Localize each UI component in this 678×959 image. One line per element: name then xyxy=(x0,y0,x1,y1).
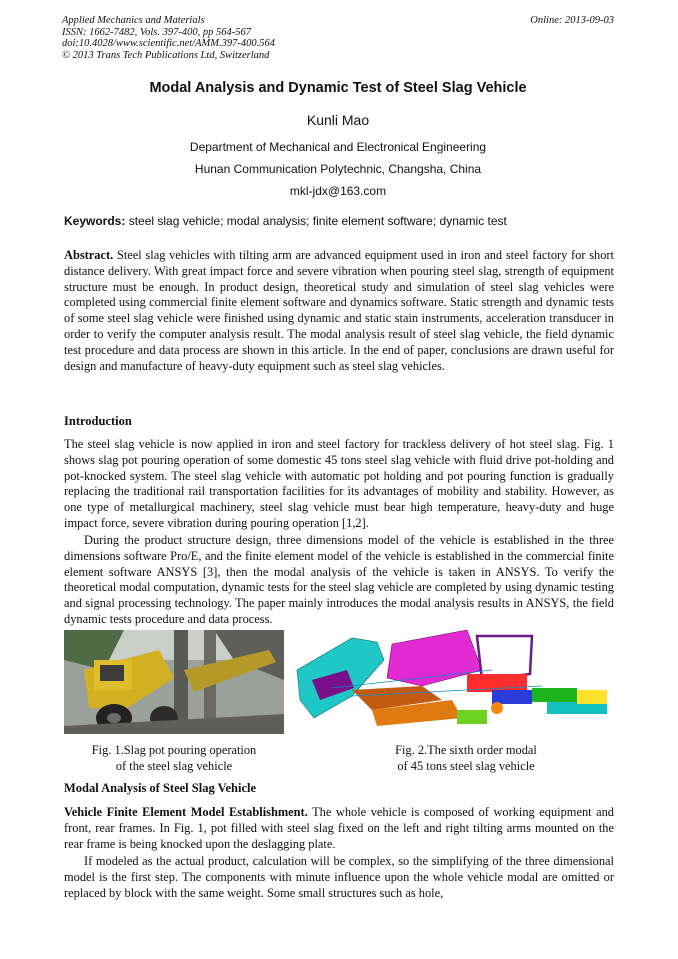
figure-1-caption-line-1: Fig. 1.Slag pot pouring operation xyxy=(91,743,257,757)
figure-1-photo xyxy=(64,630,284,734)
introduction-heading: Introduction xyxy=(64,414,132,428)
figure-2-caption xyxy=(316,743,616,775)
keywords-label: Keywords: xyxy=(64,214,126,228)
modal-paragraph-1 xyxy=(64,805,614,852)
intro-paragraph-2: During the product structure design, three dimensions model of the vehicle is established in the three dimensions software Pro/E, and the finite element model of the vehicle is established in the commercial finite element software ANSYS [3], then the modal analysis of the vehicle is taken in ANSYS. To verify the theoretical modal computation, dynamic tests for the steel slag vehicle are completed by using dynamic testing and signal processing technology. The paper mainly introduces the modal analysis results in ANSYS, the field dynamic tests procedure and data process. xyxy=(64,533,614,626)
journal-name: Applied Mechanics and Materials xyxy=(62,15,205,26)
online-date: Online: 2013-09-03 xyxy=(530,15,614,26)
modal-analysis-heading: Modal Analysis of Steel Slag Vehicle xyxy=(64,781,257,795)
slag-vehicle-photo-illustration xyxy=(64,630,284,734)
keywords xyxy=(64,214,616,228)
figure-1-caption-line-2: of the steel slag vehicle xyxy=(115,758,233,773)
copyright-line: © 2013 Trans Tech Publications Ltd, Switzerland xyxy=(62,49,270,61)
fem-modal-illustration xyxy=(292,630,614,734)
paper-title: Modal Analysis and Dynamic Test of Steel Slag Vehicle xyxy=(149,80,527,96)
issn-line: ISSN: 1662-7482, Vols. 397-400, pp 564-567 xyxy=(62,26,251,38)
figure-1-caption xyxy=(64,743,284,775)
affiliation-school: Hunan Communication Polytechnic, Changsha, China xyxy=(194,162,482,176)
modal-lead: Vehicle Finite Element Model Establishment. xyxy=(64,805,308,819)
figure-2-caption-line-1: Fig. 2.The sixth order modal xyxy=(395,743,537,757)
figure-2-fem-model xyxy=(292,630,614,734)
doi-line: doi:10.4028/www.scientific.net/AMM.397-400.564 xyxy=(62,38,275,49)
keywords-text: steel slag vehicle; modal analysis; finite element software; dynamic test xyxy=(128,214,507,228)
modal-paragraph-1-text: The whole vehicle is composed of working equipment and front, rear frames. In Fig. 1, pot filled with steel slag fixed on the left and right tilting arms mounted on the rear frame is being knocked upon the deslagging plate. xyxy=(64,805,614,851)
modal-paragraph-2: If modeled as the actual product, calculation will be complex, so the simplifying of the three dimensional model is the first step. The components with minute influence upon the whole vehicle modal are omitted or replaced by block with the same weight. Some small structures such as hole, xyxy=(64,854,614,900)
abstract-label: Abstract. xyxy=(64,248,114,262)
author-email: mkl-jdx@163.com xyxy=(289,184,387,198)
journal-header xyxy=(62,15,614,61)
abstract-text: Steel slag vehicles with tilting arm are advanced equipment used in iron and steel factory for short distance delivery. With great impact force and severe vibration when pouring steel slag, strength of equipment structure must be enough. In product design, theoretical study and simulation of steel slag vehicles were completed using commercial finite element software and dynamics software. Static strength and dynamic tests of some steel slag vehicle were finished using dynamic and static stain instruments, acceleration transducer in order to verify the computer analysis result. The modal analysis result of steel slag vehicle, the field dynamic test procedure and data process are shown in this article. In the end of paper, conclusions are drawn useful for design and manufacture of heavy-duty equipment such as steel slag vehicles. xyxy=(64,248,614,373)
affiliation-dept: Department of Mechanical and Electronical Engineering xyxy=(189,140,487,154)
figure-2-caption-line-2: of 45 tons steel slag vehicle xyxy=(397,758,535,773)
abstract xyxy=(64,248,614,374)
intro-paragraph-1: The steel slag vehicle is now applied in iron and steel factory for trackless delivery of hot steel slag. Fig. 1 shows slag pot pouring operation of some domestic 45 tons steel slag vehicle with fluid drive pot-holding and pot-knocked system. The steel slag vehicle with automatic pot holding and pot pouring function is gradually replacing the traditional rail transportation facilities for its advantages of mobility and stability. However, as one type of metallurgical machinery, steel slag vehicle must bear high temperature, heavy-duty and huge impact force, severe vibration during pouring operation [1,2]. xyxy=(64,437,614,530)
author-name: Kunli Mao xyxy=(306,112,370,128)
